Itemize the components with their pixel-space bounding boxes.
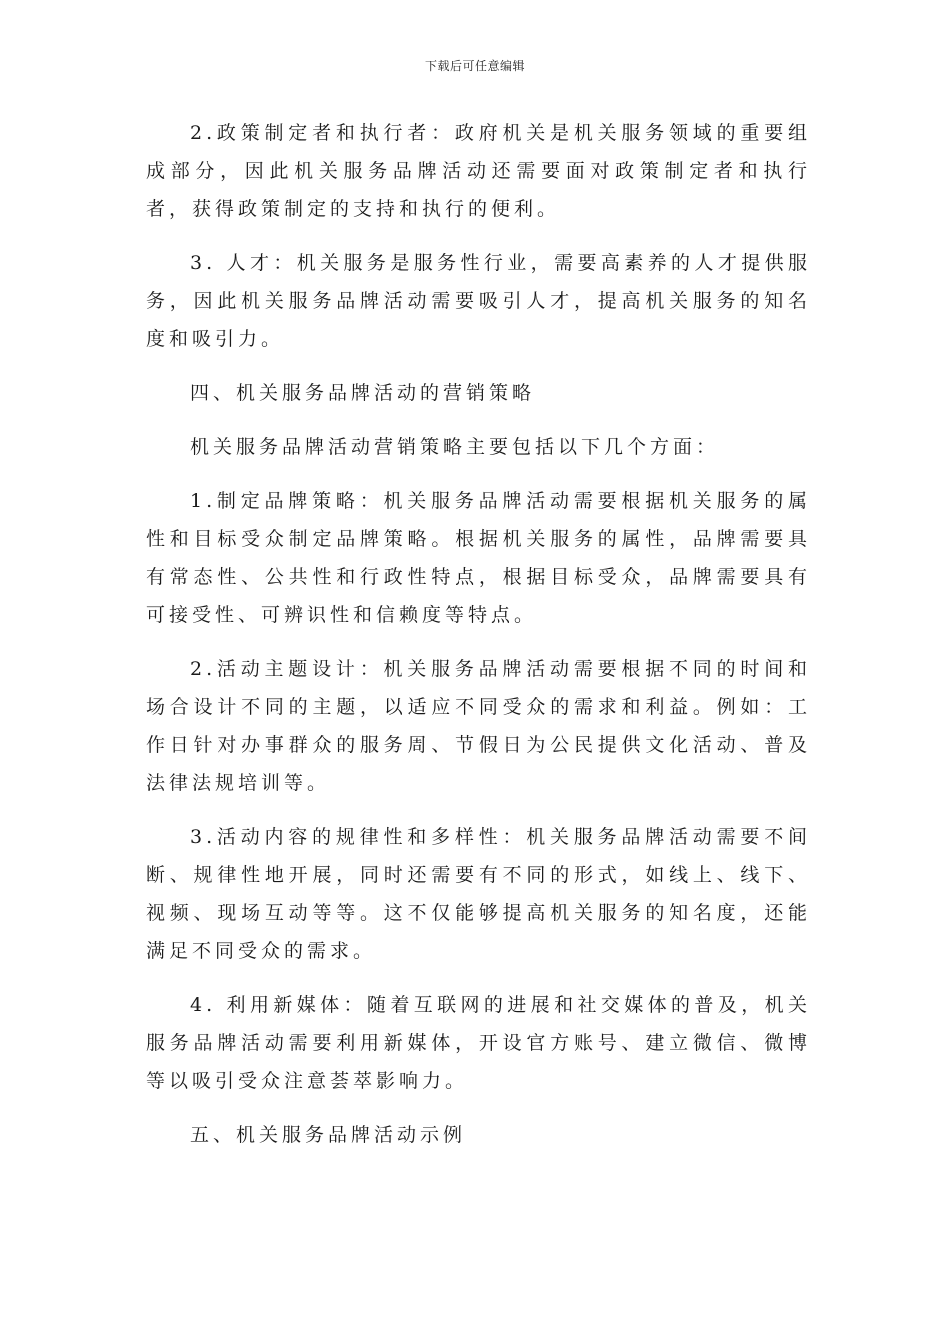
- paragraph-talent: 3. 人才：机关服务是服务性行业，需要高素养的人才提供服务，因此机关服务品牌活动需要吸引人才，提高机关服务的知名度和吸引力。: [146, 252, 811, 350]
- page-header: 下载后可任意编辑: [424, 59, 525, 73]
- document-body: [146, 114, 811, 1170]
- paragraph-brand-strategy: 1.制定品牌策略：机关服务品牌活动需要根据机关服务的属性和目标受众制定品牌策略。根据机关服务的属性，品牌需要具有常态性、公共性和行政性特点，根据目标受众，品牌需要具有可接受性、可辨识性和信赖度等特点。: [146, 490, 811, 626]
- paragraph-new-media: 4. 利用新媒体：随着互联网的进展和社交媒体的普及，机关服务品牌活动需要利用新媒体，开设官方账号、建立微信、微博等以吸引受众注意荟萃影响力。: [146, 994, 811, 1092]
- paragraph-theme-design: 2.活动主题设计：机关服务品牌活动需要根据不同的时间和场合设计不同的主题，以适应不同受众的需求和利益。例如：工作日针对办事群众的服务周、节假日为公民提供文化活动、普及法律法规培训等。: [146, 658, 811, 794]
- section-heading-marketing-strategy: 四、机关服务品牌活动的营销策略: [190, 382, 536, 404]
- paragraph-strategy-intro: 机关服务品牌活动营销策略主要包括以下几个方面：: [190, 436, 720, 458]
- section-heading-examples: 五、机关服务品牌活动示例: [190, 1124, 467, 1146]
- paragraph-content-regularity: 3.活动内容的规律性和多样性：机关服务品牌活动需要不间断、规律性地开展，同时还需要有不同的形式，如线上、线下、视频、现场互动等等。这不仅能够提高机关服务的知名度，还能满足不同受众的需求。: [146, 826, 811, 962]
- paragraph-policy-makers: 2.政策制定者和执行者：政府机关是机关服务领域的重要组成部分，因此机关服务品牌活动还需要面对政策制定者和执行者，获得政策制定的支持和执行的便利。: [146, 122, 811, 220]
